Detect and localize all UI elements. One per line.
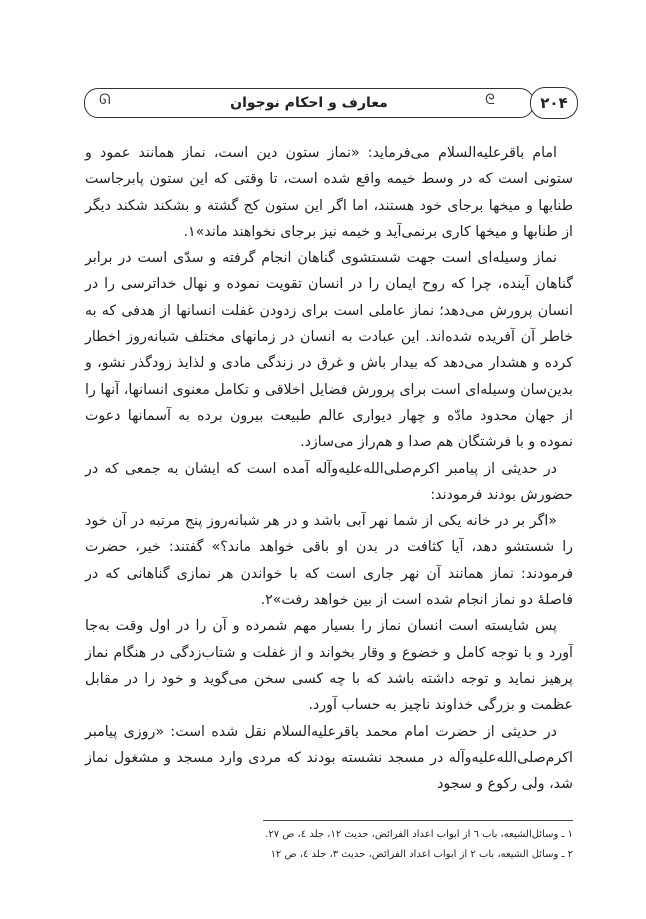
- ornament-icon-right: ᘓ: [485, 92, 495, 108]
- footnote: ۱ ـ وسائل‌الشیعه، باب ٦ از ابواب اعداد الفرائض، حدیث ۱۲، جلد ٤، ص ۲۷.: [265, 829, 573, 840]
- paragraph: «اگر بر در خانه یکی از شما نهر آبی باشد و در هر شبانه‌روز پنج مرتبه در آن خود را شستشو دهد، آیا کثافت در بدن او باقی خواهد ماند؟» گفتند: خیر، حضرت فرمودند: نماز همانند آن نهر جاری است که با خواندن هر نمازی گناهانی که در فاصلهٔ دو نماز انجام شده است از بین خواهد رفت»۲.: [85, 513, 573, 609]
- paragraph: نماز وسیله‌ای است جهت شستشوی گناهان انجام گرفته و سدّی است در برابر گناهان آینده، چرا که روح ایمان را در انسان تقویت نموده و نهال خداترسی را در انسان پرورش می‌دهد؛ نماز عاملی است برای زدودن غفلت انسانها از هدفی که به خاطر آن آفریده شده‌اند. این عبادت به انسان در زمانهای مختلف شبانه‌روز اخطار کرده و هشدار می‌دهد که بیدار باش و غرق در زندگی مادی و لذایذ زودگذر نشو، و بدین‌سان وسیله‌ای است برای پرورش فضایل اخلاقی و تکامل معنوی انسانها، آنها را از جهان محدود مادّه و چهار دیواری عالم طبیعت بیرون برده به آسمانها دعوت نموده و با فرشتگان هم صدا و هم‌راز می‌سازد.: [85, 250, 573, 451]
- paragraph: امام باقر‌علیه‌السلام می‌فرماید: «نماز ستون دین است، نماز همانند عمود و ستونی است که در وسط خیمه واقع شده است، تا وقتی که این ستون پابرجاست طنابها و میخها برجای خود هستند، اما اگر این ستون کج گشته و بشکند شکند دیگر از طنابها و میخها کاری برنمی‌آید و خیمه نیز برجای نخواهند ماند»۱.: [85, 145, 573, 240]
- header-title-frame: [84, 88, 534, 118]
- book-title: معارف و احکام نوجوان: [230, 95, 388, 111]
- page-header: [84, 88, 572, 118]
- page-number: ۲۰۴: [530, 87, 578, 119]
- footnote: ۲ ـ وسائل الشیعه، باب ۲ از ابواب اعداد الفرائض، حدیث ۳، جلد ٤، ص ۱۲: [270, 849, 573, 860]
- paragraph: در حدیثی از پیامبر اکرم‌صلی‌الله‌علیه‌وآله آمده است که ایشان به جمعی که در حضورش بودند فرمودند:: [85, 460, 573, 503]
- ornament-icon-left: ᘏ: [99, 92, 111, 108]
- footnote-divider: [263, 820, 573, 821]
- paragraph: در حدیثی از حضرت امام محمد باقر‌علیه‌السلام نقل شده است: «روزی پیامبر اکرم‌صلی‌الله‌علیه‌وآله در مسجد نشسته بودند که مردی وارد مسجد و مشغول نماز شد، ولی رکوع و سجود: [85, 723, 573, 793]
- paragraph: پس شایسته است انسان نماز را بسیار مهم شمرده و آن را در اول وقت به‌جا آورد و با توجه کامل و خضوع و وقار بخواند و از غفلت و شتاب‌زدگی در هنگام نماز پرهیز نماید و توجه داشته باشد که با چه کسی سخن می‌گوید و خود را در مقابل عظمت و بزرگی خداوند ناچیز به حساب آورد.: [85, 618, 573, 714]
- main-text: [85, 140, 573, 797]
